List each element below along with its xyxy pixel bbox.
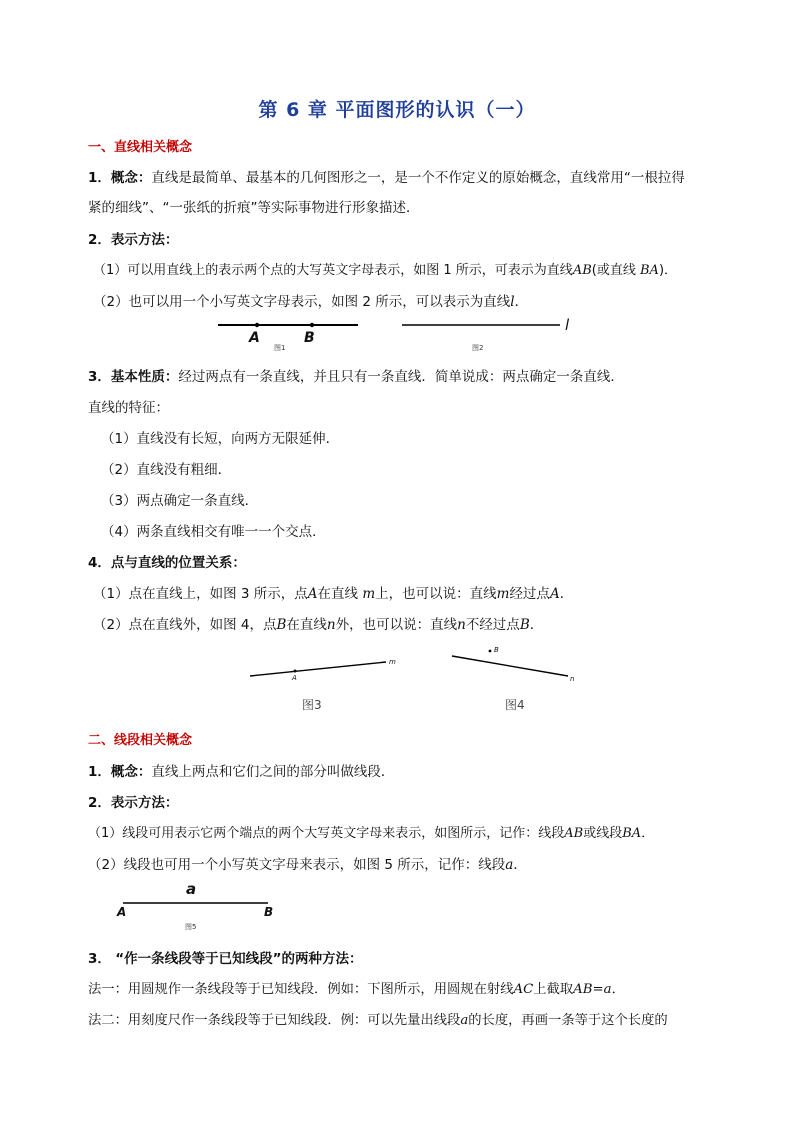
fig3-point-a <box>294 670 297 673</box>
s1-feature-3: （3）两点确定一条直线． <box>101 493 259 509</box>
s1-p4-item2-b: 在直线 <box>286 617 327 633</box>
s1-p2-item1-c: )． <box>658 263 678 278</box>
fig3-label-a: A <box>292 674 297 682</box>
s2-method2 <box>88 1009 668 1028</box>
s2-method1 <box>88 978 625 997</box>
fig3-caption: 图3 <box>302 698 322 712</box>
s2-method1-eq: AB=a <box>573 982 612 997</box>
s2-method1-c: ． <box>611 982 625 997</box>
s2-p3-text: “作一条线段等于已知线段”的两种方法： <box>115 951 363 967</box>
fig3-label-m: m <box>389 658 396 666</box>
s1-p4-item2-n: n <box>326 617 336 633</box>
s1-p4-item1-e: ． <box>559 586 574 602</box>
s1-feature-1: （1）直线没有长短，向两方无限延伸． <box>101 431 340 447</box>
s1-p4-item2-a: （2）点在直线外，如图 4，点 <box>93 617 277 633</box>
s1-p2-num: 2．表示方法： <box>88 232 179 248</box>
s1-feature-2: （2）直线没有粗细． <box>101 462 232 478</box>
fig4-caption: 图4 <box>505 698 525 712</box>
fig4-label-n: n <box>570 675 575 683</box>
s1-feature-4: （4）两条直线相交有唯一一个交点． <box>101 524 326 540</box>
fig1-point-a <box>255 323 259 327</box>
s1-p4-heading <box>88 551 246 571</box>
s2-p2-item2 <box>88 853 527 873</box>
s1-p4-item1-A: A <box>307 586 318 602</box>
fig2-caption: 图2 <box>472 344 484 352</box>
s2-method2-a: 法二：用刻度尺作一条线段等于已知线段．例：可以先量出线段 <box>88 1013 461 1028</box>
s2-p3 <box>88 947 362 967</box>
s2-method1-a: 法一：用圆规作一条线段等于已知线段．例如：下图所示，用圆规在射线 <box>88 982 514 997</box>
fig3-line <box>250 662 386 676</box>
s2-method2-a2: a <box>460 1013 469 1028</box>
s2-p2-item1-ab: AB <box>564 826 584 841</box>
s2-p2-item1 <box>88 822 654 841</box>
fig1-point-b <box>310 323 314 327</box>
s2-p1-num: 1．概念： <box>88 764 152 780</box>
fig2-label-l: l <box>565 316 570 334</box>
s1-p4-item1-a: （1）点在直线上，如图 3 所示，点 <box>93 586 308 602</box>
page-title: 第 6 章 平面图形的认识（一） <box>258 99 536 121</box>
s2-p3-num: 3． <box>88 951 111 967</box>
fig1-label-b: B <box>304 330 315 346</box>
fig5-label-B: B <box>264 905 274 919</box>
s1-p4-item2-n2: n <box>457 617 466 633</box>
s2-p2-num: 2．表示方法： <box>88 795 179 811</box>
s1-p4-item2-B2: B <box>519 617 530 633</box>
s1-p4-item1-m2: m <box>496 586 510 602</box>
s1-p3-num: 3．基本性质： <box>88 369 179 385</box>
s1-p2-item1-b: (或直线 <box>591 263 636 278</box>
s2-p2-item2-a: （2）线段也可用一个小写英文字母来表示，如图 5 所示，记作：线段 <box>88 857 506 873</box>
s1-p1-line2: 紧的细线”、“一张纸的折痕”等实际事物进行形象描述． <box>88 200 420 216</box>
s1-p4-item1-b: 在直线 <box>317 586 359 602</box>
s2-p1 <box>88 760 394 780</box>
fig1-label-a: A <box>249 330 260 346</box>
s2-p2-item1-ba: BA <box>622 826 642 841</box>
s1-p2-item1-ba: BA <box>639 263 659 278</box>
fig4-point-b <box>489 650 492 653</box>
s1-p2-item2-b: ． <box>514 294 529 310</box>
s2-p2-heading <box>88 791 178 811</box>
s2-method1-ac: AC <box>513 982 534 997</box>
fig1-caption: 图1 <box>274 344 286 352</box>
s1-p4-item2-B: B <box>276 617 287 633</box>
s1-p4-item1-c: 上，也可以说：直线 <box>375 586 497 602</box>
section1-heading: 一、直线相关概念 <box>88 140 193 155</box>
s2-method1-b: 上截取 <box>533 982 574 997</box>
section2-heading: 二、线段相关概念 <box>88 733 193 748</box>
s2-p2-item2-a2: a <box>505 857 514 873</box>
s2-method2-b: 的长度，再画一条等于这个长度的 <box>468 1013 668 1028</box>
s2-p2-item1-c: ． <box>641 826 655 841</box>
s1-p4-item1-A2: A <box>549 586 560 602</box>
fig4-label-b: B <box>494 646 499 654</box>
s1-p4-item1-m: m <box>362 586 376 602</box>
s1-features-title: 直线的特征： <box>88 400 169 416</box>
s1-p3-text: 经过两点有一条直线，并且只有一条直线．简单说成：两点确定一条直线． <box>178 369 624 385</box>
s1-p1-num: 1．概念： <box>88 170 152 186</box>
s1-p4-item2-d: 不经过点 <box>465 617 520 633</box>
s2-p2-item2-b: ． <box>513 857 527 873</box>
fig4-line <box>452 656 568 676</box>
s1-p4-item1-d: 经过点 <box>509 586 550 602</box>
s1-p4-item2 <box>93 613 543 633</box>
s1-p4-item2-c: 外，也可以说：直线 <box>335 617 458 633</box>
s1-p1-text-a: 直线是最简单、最基本的几何图形之一，是一个不作定义的原始概念，直线常用“一根拉得 <box>151 170 685 186</box>
s1-p2-item2-l: l <box>510 294 515 310</box>
s1-p3 <box>88 365 624 385</box>
s2-p2-item1-b: 或线段 <box>583 826 623 841</box>
fig5-label-A: A <box>117 905 127 919</box>
s1-p2-item1-ab: AB <box>572 263 592 278</box>
s1-p2-item1-a: （1）可以用直线上的表示两个点的大写英文字母表示，如图 1 所示，可表示为直线 <box>93 263 573 278</box>
s1-p2-item2-a: （2）也可以用一个小写英文字母表示，如图 2 所示，可以表示为直线 <box>93 294 511 310</box>
s1-p4-item2-e: ． <box>529 617 544 633</box>
s2-p2-item1-a: （1）线段可用表示它两个端点的两个大写英文字母来表示，如图所示，记作：线段 <box>88 826 565 841</box>
s1-p4-item1 <box>93 582 573 602</box>
s1-p4-num: 4．点与直线的位置关系： <box>88 555 246 571</box>
fig5-caption: 图5 <box>185 923 197 931</box>
fig5-label-a: a <box>186 880 197 898</box>
s2-p1-text: 直线上两点和它们之间的部分叫做线段． <box>151 764 395 780</box>
